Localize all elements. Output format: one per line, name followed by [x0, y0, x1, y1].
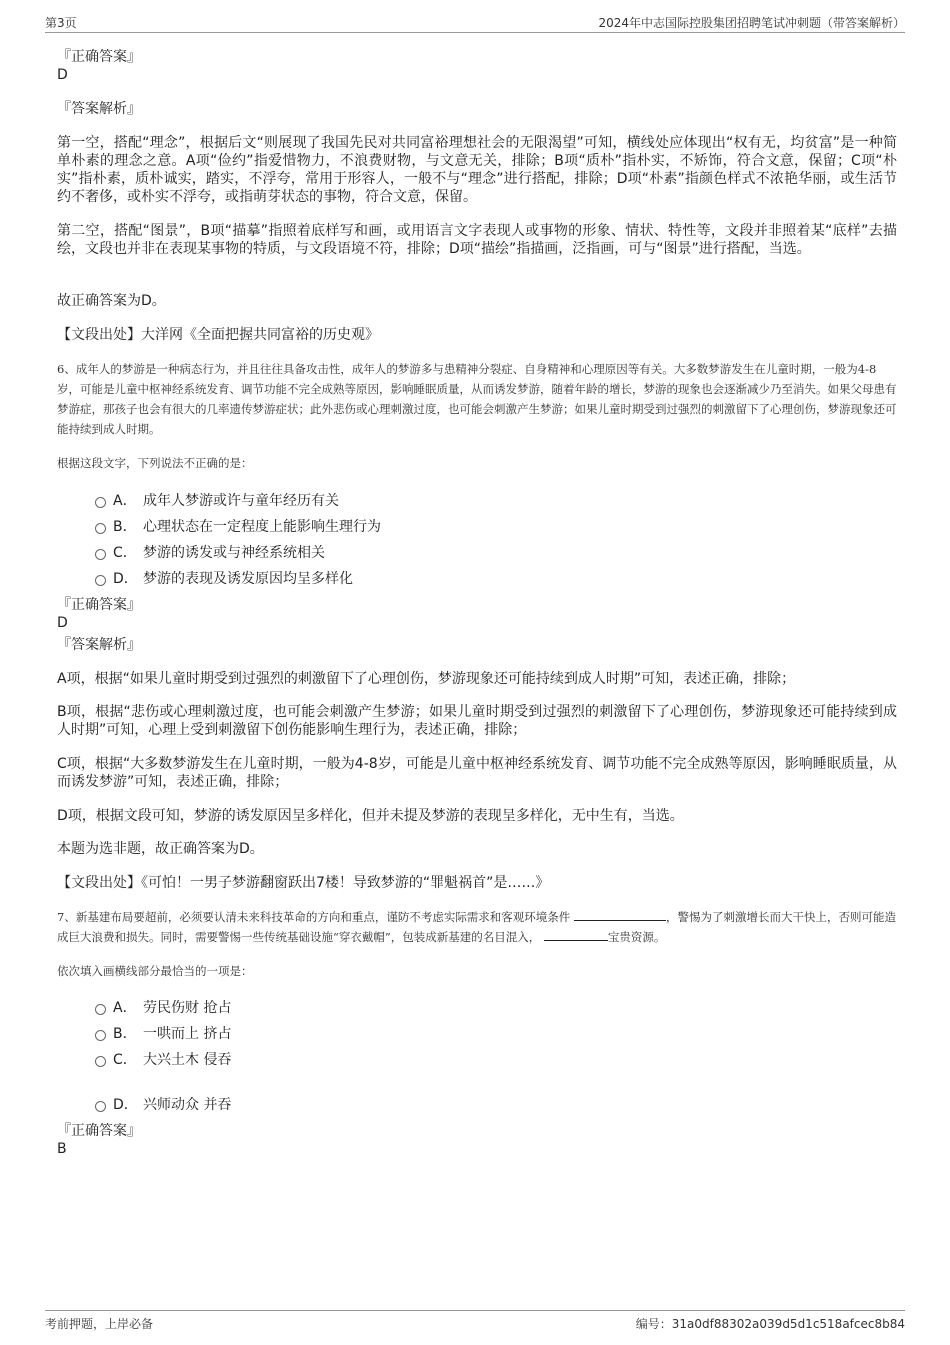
fill-blank-1[interactable] — [574, 908, 666, 921]
analysis-label: 『答案解析』 — [57, 637, 141, 653]
source-citation: 【文段出处】《可怕！一男子梦游翻窗跃出7楼！导致梦游的“罪魁祸首”是……》 — [57, 875, 550, 891]
question-stem: 7、新基建布局要超前，必须要认清未来科技革命的方向和重点，谨防不考虑实际需求和客观环境条件 ，警惕为了刺激增长而大干快上，否则可能造成巨大浪费和损失。同时，需要警惕一些传统基础设施“穿衣戴帽”，包装成新基建的名目混入， 宝贵资源。 — [57, 910, 896, 944]
answer-value: D — [57, 615, 68, 631]
radio-icon[interactable] — [95, 1056, 106, 1067]
option-c[interactable]: C． 梦游的诱发或与神经系统相关 — [95, 542, 325, 562]
answer-value: D — [57, 67, 68, 83]
option-c[interactable]: C． 大兴土木 侵吞 — [95, 1049, 231, 1069]
page-header — [45, 12, 905, 33]
radio-icon[interactable] — [95, 1030, 106, 1041]
radio-icon[interactable] — [95, 497, 106, 508]
option-d[interactable]: D． 梦游的表现及诱发原因均呈多样化 — [95, 568, 353, 588]
question-stem: 6、成年人的梦游是一种病态行为，并且往往具备攻击性，成年人的梦游多与患精神分裂症、自身精神和心理原因等有关。大多数梦游发生在儿童时期，一般为4-8岁，可能是儿童中枢神经系统发育、调节功能不完全成熟等原因，影响睡眠质量，从而诱发梦游，随着年龄的增长，梦游的现象也会逐渐减少乃至消失。如果父母患有梦游症，那孩子也会有很大的几率遗传梦游症状；此外悲伤或心理刺激过度，也可能会刺激产生梦游；如果儿童时期受到过强烈的刺激留下了心理创伤，梦游现象还可能持续到成人时期。 — [57, 362, 897, 436]
answer-label: 『正确答案』 — [57, 1123, 141, 1139]
radio-icon[interactable] — [95, 523, 106, 534]
question-prompt: 依次填入画横线部分最恰当的一项是： — [57, 964, 253, 978]
answer-value: B — [57, 1141, 67, 1157]
source-citation: 【文段出处】大洋网《全面把握共同富裕的历史观》 — [57, 327, 379, 343]
analysis-paragraph: A项，根据“如果儿童时期受到过强烈的刺激留下了心理创伤，梦游现象还可能持续到成人时期”可知，表述正确，排除； — [57, 671, 796, 687]
fill-blank-2[interactable] — [544, 928, 608, 941]
analysis-label: 『答案解析』 — [57, 101, 141, 117]
footer-slogan: 考前押题，上岸必备 — [45, 1317, 154, 1331]
analysis-paragraph: B项，根据“悲伤或心理刺激过度，也可能会刺激产生梦游；如果儿童时期受到过强烈的刺激留下了心理创伤，梦游现象还可能持续到成人时期”可知，心理上受到刺激留下创伤能影响生理行为，表述正确，排除； — [57, 704, 897, 738]
page-footer — [45, 1310, 905, 1333]
analysis-paragraph: 第二空，搭配“图景”，B项“描摹”指照着底样写和画，或用语言文字表现人或事物的形象、情状、特性等，文段并非照着某“底样”去描绘，文段也并非在表现某事物的特质，与文段语境不符，排除；D项“描绘”指描画，泛指画，可与“图景”进行搭配，当选。 — [57, 223, 897, 257]
radio-icon[interactable] — [95, 549, 106, 560]
radio-icon[interactable] — [95, 575, 106, 586]
analysis-conclusion: 故正确答案为D。 — [57, 293, 166, 309]
document-id: 编号：31a0df88302a039d5d1c518afcec8b84 — [635, 1317, 905, 1331]
radio-icon[interactable] — [95, 1101, 106, 1112]
analysis-paragraph: 第一空，搭配“理念”，根据后文“则展现了我国先民对共同富裕理想社会的无限渴望”可知，横线处应体现出“权有无，均贫富”是一种简单朴素的理念之意。A项“俭约”指爱惜物力，不浪费财物，与文意无关，排除；B项“质朴”指朴实，不矫饰，符合文意，保留；C项“朴实”指朴素，质朴诚实，踏实，不浮夸，常用于形容人，一般不与“理念”进行搭配，排除；D项“朴素”指颜色样式不浓艳华丽，或生活节约不奢侈，或朴实不浮夸，或指萌芽状态的事物，符合文意，保留。 — [57, 135, 897, 205]
option-a[interactable]: A． 劳民伤财 抢占 — [95, 997, 231, 1017]
answer-label: 『正确答案』 — [57, 49, 141, 65]
answer-label: 『正确答案』 — [57, 597, 141, 613]
option-a[interactable]: A． 成年人梦游或许与童年经历有关 — [95, 490, 339, 510]
page-number: 第3页 — [45, 16, 77, 30]
analysis-paragraph: D项，根据文段可知，梦游的诱发原因呈多样化，但并未提及梦游的表现呈多样化，无中生有，当选。 — [57, 808, 684, 824]
option-b[interactable]: B． 心理状态在一定程度上能影响生理行为 — [95, 516, 381, 536]
radio-icon[interactable] — [95, 1004, 106, 1015]
analysis-paragraph: C项，根据“大多数梦游发生在儿童时期，一般为4-8岁，可能是儿童中枢神经系统发育、调节功能不完全成熟等原因，影响睡眠质量，从而诱发梦游”可知，表述正确，排除； — [57, 756, 897, 790]
analysis-conclusion: 本题为选非题，故正确答案为D。 — [57, 841, 264, 857]
option-d[interactable]: D． 兴师动众 并吞 — [95, 1094, 231, 1114]
document-title: 2024年中志国际控股集团招聘笔试冲刺题（带答案解析） — [598, 16, 905, 30]
question-prompt: 根据这段文字，下列说法不正确的是： — [57, 456, 253, 470]
option-b[interactable]: B． 一哄而上 挤占 — [95, 1023, 231, 1043]
